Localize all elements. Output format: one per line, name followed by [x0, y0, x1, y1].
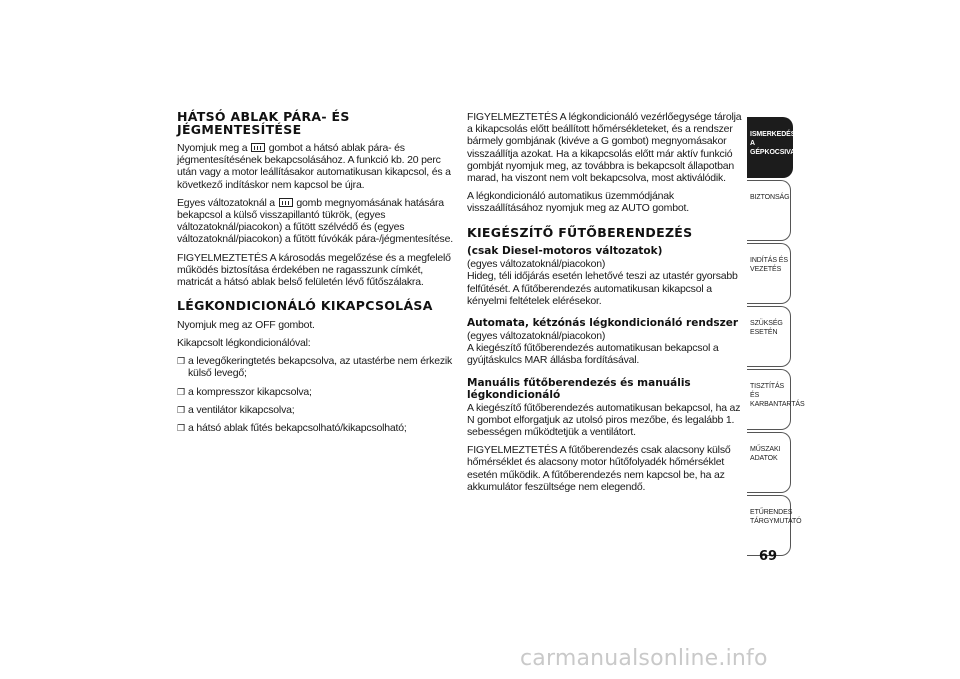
- rear-defrost-button-icon: [279, 198, 293, 207]
- page-number: 69: [759, 549, 778, 564]
- bullet-icon: ❒: [177, 386, 185, 397]
- tab-getting-to-know[interactable]: ISMERKEDÉS A GÉPKOCSIVAL: [747, 117, 793, 178]
- paragraph-ac-off-state: Kikapcsolt légkondicionálóval:: [177, 336, 311, 349]
- ac-off-list: [177, 355, 453, 434]
- list-item: ❒ a ventilátor kikapcsolva;: [177, 403, 295, 416]
- paragraph-manual-heater: A kiegészítő fűtőberendezés automatikusan bekapcsol, ha az N gombot elforgatjuk az utolsó piros mezőbe, és legalább 1. sebességen működtetjük a ventilátort.: [467, 401, 741, 438]
- tab-index[interactable]: ETŰRENDES TÁRGYMUTATÓ: [747, 495, 791, 556]
- note-versions-markets: (egyes változatoknál/piacokon): [467, 258, 606, 271]
- bullet-icon: ❒: [177, 404, 185, 415]
- warning-rear-window: FIGYELMEZTETÉS A károsodás megelőzése és a megfelelő működés biztosítása érdekében ne ragasszunk címkét, matricát a hátsó ablak belső felületén lévő fűtőszálakra.: [177, 251, 451, 289]
- bullet-icon: ❒: [177, 422, 185, 433]
- paragraph-dual-zone: A kiegészítő fűtőberendezés automatikusan bekapcsol a gyújtáskulcs MAR állásba fordításával.: [467, 342, 719, 367]
- tab-emergency[interactable]: SZÜKSÉG ESETÉN: [747, 306, 791, 367]
- list-item: ❒ a levegőkeringtetés bekapcsolva, az utastérbe nem érkezik külső levegő;: [177, 355, 453, 380]
- subheading-diesel-only: (csak Diesel-motoros változatok): [467, 245, 663, 258]
- rear-defrost-button-icon: [251, 143, 265, 152]
- paragraph-off-button: Nyomjuk meg az OFF gombot.: [177, 318, 315, 331]
- bullet-icon: ❒: [177, 356, 185, 367]
- section-tabs: [747, 117, 805, 558]
- watermark: carmanualsonline.info: [520, 646, 768, 671]
- paragraph-aux-heater: Hideg, téli időjárás esetén lehetővé teszi az utastér gyorsabb felfűtését. A fűtőberendezés automatikusan kikapcsol a kényelmi feltételek elérésekor.: [467, 270, 738, 307]
- right-column: [467, 111, 743, 499]
- heading-dual-zone: Automata, kétzónás légkondicionáló rendszer: [467, 316, 739, 329]
- heading-manual-heater: Manuális fűtőberendezés és manuális légkondicionáló: [467, 376, 691, 401]
- tab-safety[interactable]: BIZTONSÁG: [747, 180, 791, 241]
- warning-ac-memory: FIGYELMEZTETÉS A légkondicionáló vezérlőegysége tárolja a kikapcsolás előtt beállított hőmérsékleteket, és a rendszer bármely gombjának (kivéve a G gombot) megnyomásakor visszaállítja azokat. Ha a kikapcsolás előtt már aktív funkció gombját nyomjuk meg, az továbbra is bekapcsolt állapotban marad, ha viszont nem volt bekapcsolva, most aktiválódik.: [467, 111, 742, 185]
- paragraph-mirror-defrost: Egyes változatoknál a gomb megnyomásának hatására bekapcsol a külső visszapillantó tükrök, (egyes változatoknál/piacokon) a fűtött szélvédő és (egyes változatoknál/piacokon) a fűtött fúvókák pára-/jégmentesítése.: [177, 196, 453, 246]
- list-item: ❒ a hátsó ablak fűtés bekapcsolható/kikapcsolható;: [177, 421, 407, 434]
- warning-heater-conditions: FIGYELMEZTETÉS A fűtőberendezés csak alacsony külső hőmérséklet és alacsony motor hűtőfolyadék hőmérséklet esetén működik. A fűtőberendezés nem kapcsol be, ha az akkumulátor feszültsége nem elegendő.: [467, 444, 731, 493]
- tab-technical-data[interactable]: MŰSZAKI ADATOK: [747, 432, 791, 493]
- note-versions-markets: (egyes változatoknál/piacokon): [467, 329, 606, 342]
- paragraph-rear-defrost: Nyomjuk meg a gombot a hátsó ablak pára- és jégmentesítésének bekapcsolásához. A funkció kb. 20 perc után vagy a motor leállításakor automatikusan kikapcsol, és a következő indításkor nem kapcsol be újra.: [177, 142, 451, 191]
- paragraph-auto-button: A légkondicionáló automatikus üzemmódjának visszaállításához nyomjuk meg az AUTO gombot.: [467, 190, 689, 215]
- heading-rear-defrost: HÁTSÓ ABLAK PÁRA- ÉS JÉGMENTESÍTÉSE: [177, 109, 350, 137]
- tab-starting-driving[interactable]: INDÍTÁS ÉS VEZETÉS: [747, 243, 791, 304]
- heading-aux-heater: KIEGÉSZÍTŐ FŰTŐBERENDEZÉS: [467, 224, 693, 240]
- list-item: ❒ a kompresszor kikapcsolva;: [177, 385, 312, 398]
- tab-maintenance[interactable]: TISZTÍTÁS ÉS KARBANTARTÁS: [747, 369, 791, 430]
- heading-ac-off: LÉGKONDICIONÁLÓ KIKAPCSOLÁSA: [177, 298, 433, 314]
- left-column: [177, 111, 453, 440]
